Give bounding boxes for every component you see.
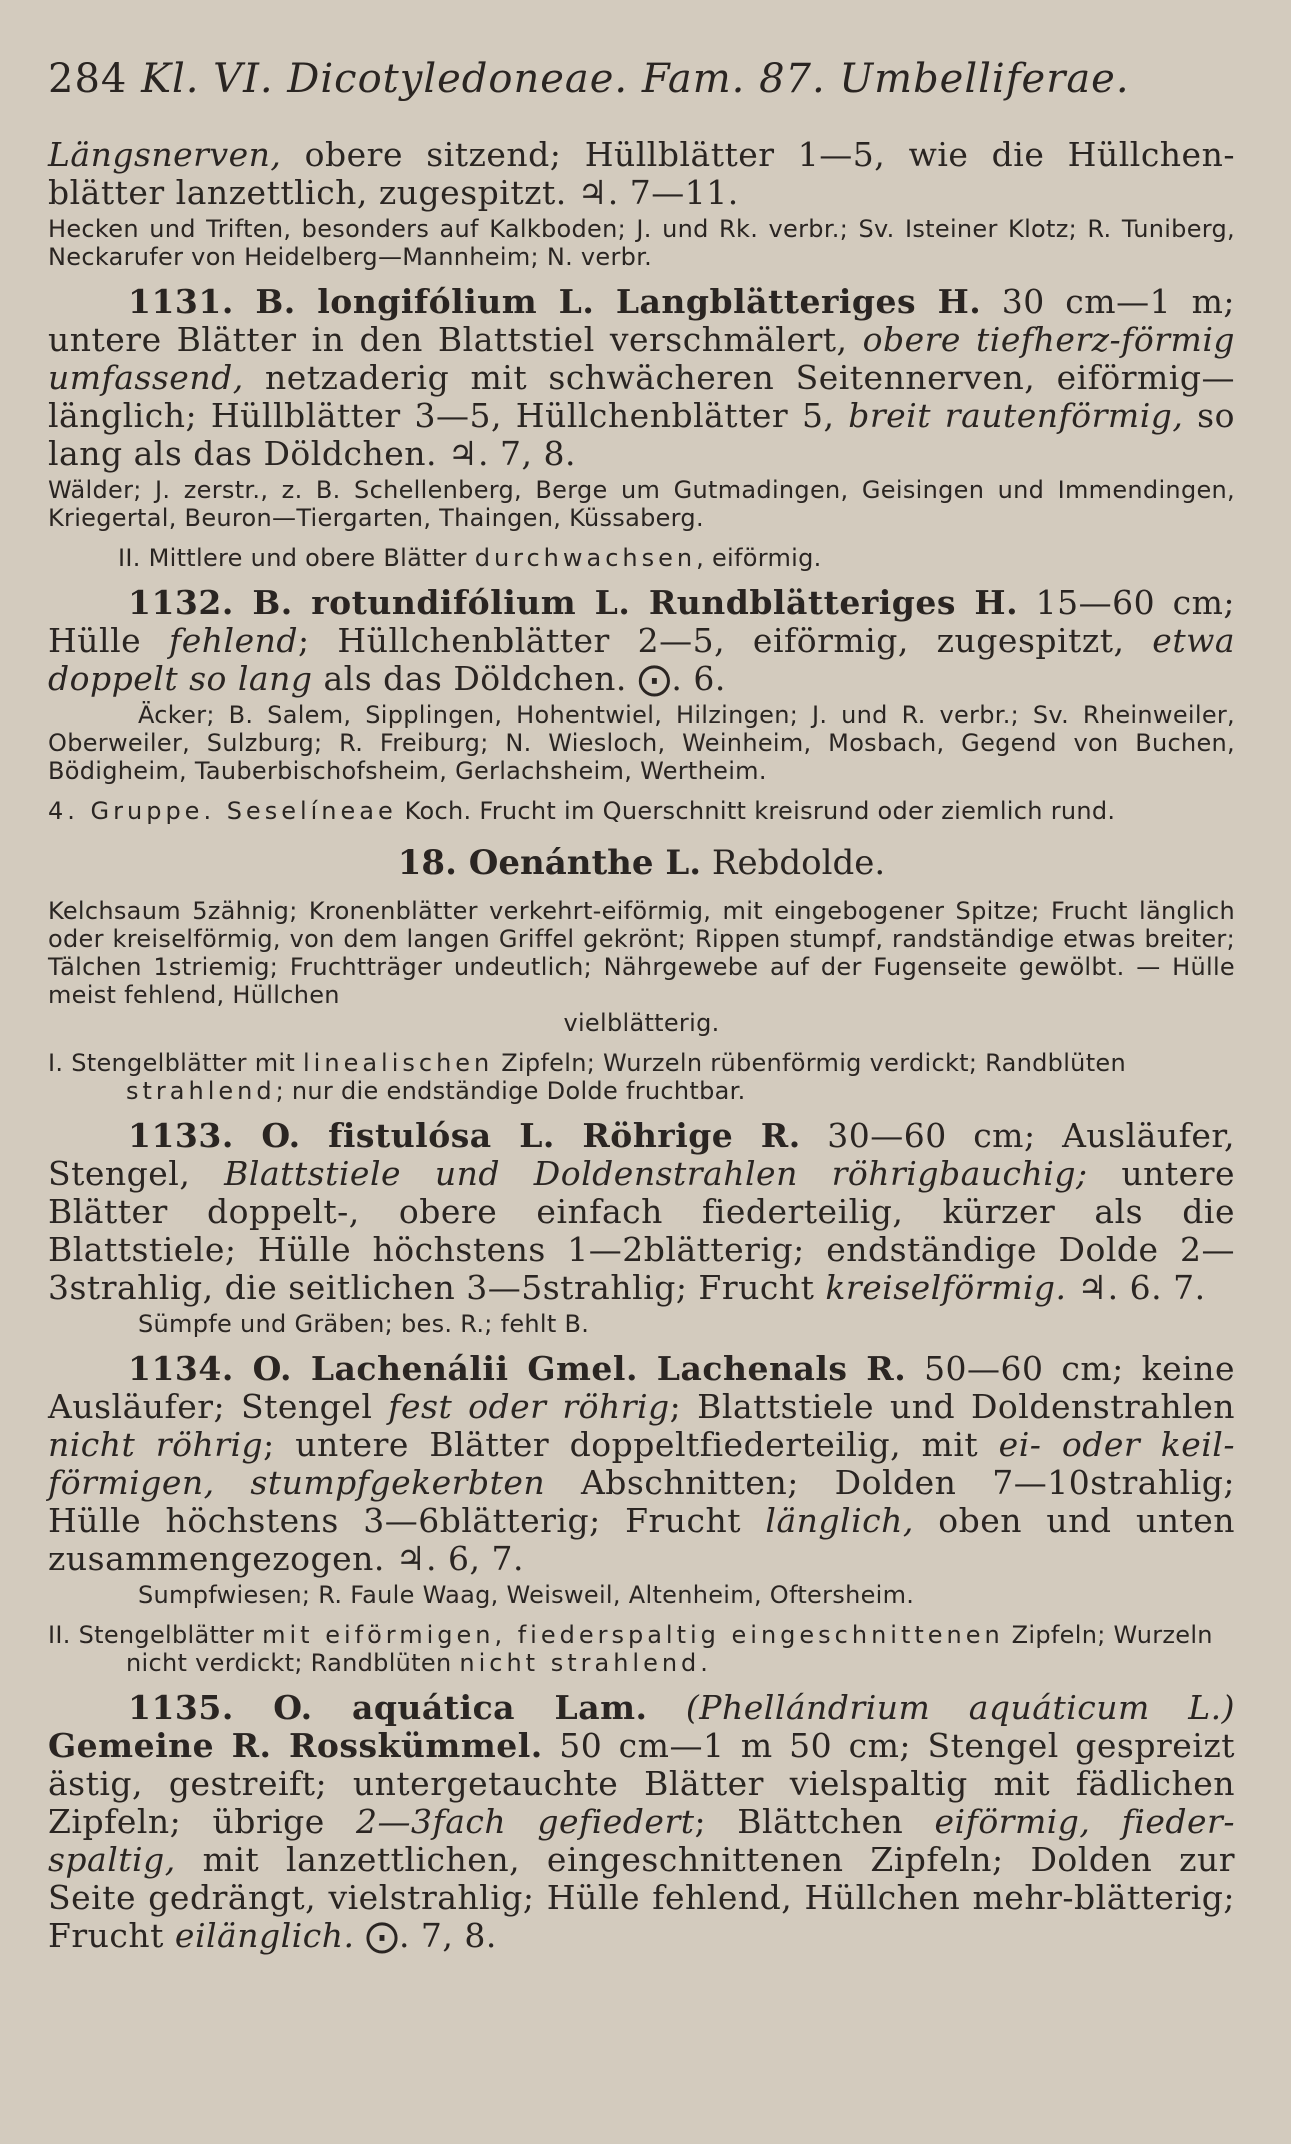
group-label: 4. Gruppe. Seselíneae xyxy=(48,797,397,825)
genus-description xyxy=(48,897,1235,1037)
species-1132 xyxy=(48,584,1235,698)
spaced-text: nicht strahlend xyxy=(459,1649,701,1677)
italic-text: etwa doppelt so lang xyxy=(48,621,1236,698)
locality-text: Wälder; J. zerstr., z. B. Schellenberg, Berge um Gutmadingen, Geisingen und Immendingen, Kriegertal, Beuron—Tiergarten, Thaingen, Küssaberg. xyxy=(48,476,1235,532)
text: Kelchsaum 5zähnig; Kronenblätter verkehrt-eiförmig, mit eingebogener Spitze; Frucht länglich oder kreiselförmig, von dem langen Griffel gekrönt; Rippen stumpf, randständige etwas breiter; Tälchen 1striemig; Fruchtträger undeutlich; Nährgewebe auf der Fugenseite gewölbt. — Hülle meist fehlend, Hüllchen xyxy=(48,897,1235,1009)
text: 15—60 cm; Hülle xyxy=(48,583,1235,660)
italic-text: breit rautenförmig, xyxy=(848,396,1184,435)
italic-text: ei- oder keil-förmigen, stumpfgekerbten xyxy=(48,1425,1235,1502)
species-name: 1135. O. aquática Lam. xyxy=(128,1688,648,1727)
text: mit lanzettlichen, eingeschnittenen Zipfeln; Dolden zur Seite gedrängt, vielstrahlig; Hülle fehlend, Hüllchen mehr-blätterig; Frucht xyxy=(48,1840,1235,1955)
text: ; untere Blätter doppeltfiederteilig, mit xyxy=(263,1425,999,1464)
italic-text: fest oder röhrig xyxy=(388,1387,670,1426)
text: 50—60 cm; keine Ausläufer; Stengel xyxy=(48,1349,1235,1426)
species-1134 xyxy=(48,1350,1235,1578)
locality-text: Hecken und Triften, besonders auf Kalkboden; J. und Rk. verbr.; Sv. Isteiner Klotz; R. Tuniberg, Neckarufer von Heidelberg—Mannheim; N. verbr. xyxy=(48,215,1235,271)
species-1135 xyxy=(48,1689,1235,1955)
species-common-name: Gemeine R. Rosskümmel. xyxy=(48,1726,543,1765)
species-name: 1134. O. Lachenálii Gmel. Lachenals R. xyxy=(128,1349,907,1388)
text: ; Blättchen xyxy=(694,1802,935,1841)
text: I. Stengelblätter mit xyxy=(48,1049,304,1077)
text: Koch. Frucht im Querschnitt kreisrund oder ziemlich rund. xyxy=(396,797,1116,825)
text: II. Mittlere und obere Blätter xyxy=(118,544,475,572)
text: obere sitzend; Hüllblätter 1—5, wie die Hüllchen-blätter lanzettlich, zugespitzt. ♃. 7—11. xyxy=(48,135,1235,212)
genus-common-name: Rebdolde. xyxy=(701,843,886,883)
text: ; nur die endständige Dolde fruchtbar. xyxy=(275,1077,746,1105)
species-1131 xyxy=(48,283,1235,473)
spaced-text: mit eiförmigen, fiederspaltig eingeschnittenen xyxy=(262,1621,1004,1649)
text: 30 cm—1 m; untere Blätter in den Blattstiel verschmälert, xyxy=(48,282,1236,359)
text: so lang als das Döldchen. ♃. 7, 8. xyxy=(48,396,1235,473)
spaced-text: durchwachsen xyxy=(474,544,697,572)
italic-text: 2—3fach gefiedert xyxy=(356,1802,695,1841)
italic-text: Längsnerven, xyxy=(48,135,282,174)
genus-heading xyxy=(48,843,1235,883)
text: 30—60 cm; Ausläufer, Stengel, xyxy=(48,1116,1235,1193)
italic-text: obere tiefherz-förmig umfassend, xyxy=(48,320,1236,397)
key-entry-II xyxy=(48,544,1235,572)
italic-text: (Phellándrium aquáticum L.) xyxy=(647,1688,1235,1727)
key-entry-I xyxy=(48,1049,1235,1105)
text: 50 cm—1 m 50 cm; Stengel gespreizt ästig, gestreift; untergetauchte Blätter vielspaltig mit fädlichen Zipfeln; übrige xyxy=(48,1726,1236,1841)
text: , eiförmig. xyxy=(696,544,822,572)
species-name: 1133. O. fistulósa L. Röhrige R. xyxy=(128,1116,801,1155)
text: ; Hüllchenblätter 2—5, eiförmig, zugespitzt, xyxy=(297,621,1153,660)
key-entry-II-b xyxy=(48,1621,1235,1677)
text: als das Döldchen. ⨀. 6. xyxy=(312,659,726,698)
page-number: 284 xyxy=(48,56,128,102)
italic-text: länglich, xyxy=(765,1501,914,1540)
italic-text: nicht röhrig xyxy=(48,1425,264,1464)
text: . xyxy=(700,1649,709,1677)
text: oben und unten zusammengezogen. ♃. 6, 7. xyxy=(48,1501,1235,1578)
genus-name: 18. Oenánthe L. xyxy=(397,843,702,883)
running-header xyxy=(48,56,1235,102)
text: Zipfeln; Wurzeln nicht verdickt; Randblüten xyxy=(126,1621,1213,1677)
italic-text: Blattstiele und Doldenstrahlen röhrigbauchig; xyxy=(224,1154,1088,1193)
group-heading xyxy=(48,797,1235,825)
text: ⨀. 7, 8. xyxy=(354,1916,497,1955)
text: ♃. 6. 7. xyxy=(1066,1268,1206,1307)
locality-text: Sumpfwiesen; R. Faule Waag, Weisweil, Altenheim, Oftersheim. xyxy=(138,1581,915,1609)
spaced-text: strahlend xyxy=(126,1077,276,1105)
italic-text: kreiselförmig. xyxy=(825,1268,1067,1307)
italic-text: eilänglich. xyxy=(174,1916,355,1955)
italic-text: eiförmig, fieder-spaltig, xyxy=(48,1802,1235,1879)
locality-text: Sümpfe und Gräben; bes. R.; fehlt B. xyxy=(138,1310,590,1338)
species-name: 1131. B. longifólium L. Langblätteriges H. xyxy=(128,282,982,321)
text: Zipfeln; Wurzeln rübenförmig verdickt; Randblüten xyxy=(493,1049,1126,1077)
species-name: 1132. B. rotundifólium L. Rundblätteriges H. xyxy=(128,583,1019,622)
spaced-text: linealischen xyxy=(303,1049,494,1077)
species-1133 xyxy=(48,1117,1235,1307)
text: netzaderig mit schwächeren Seitennerven, eiförmig—länglich; Hüllblätter 3—5, Hüllchenblätter 5, xyxy=(48,358,1235,435)
text: untere Blätter doppelt-, obere einfach fiederteilig, kürzer als die Blattstiele; Hülle höchstens 1—2blätterig; endständige Dolde 2—3strahlig, die seitlichen 3—5strahlig; Frucht xyxy=(48,1154,1235,1307)
text: II. Stengelblätter xyxy=(48,1621,263,1649)
locality-text: Äcker; B. Salem, Sipplingen, Hohentwiel, Hilzingen; J. und R. verbr.; Sv. Rheinweiler, Oberweiler, Sulzburg; R. Freiburg; N. Wiesloch, Weinheim, Mosbach, Gegend von Buchen, Bödigheim, Tauberbischofsheim, Gerlachsheim, Wertheim. xyxy=(48,701,1235,785)
text: Abschnitten; Dolden 7—10strahlig; Hülle höchstens 3—6blätterig; Frucht xyxy=(48,1463,1235,1540)
running-title: Kl. VI. Dicotyledoneae. Fam. 87. Umbelliferae. xyxy=(141,56,1130,102)
continued-description xyxy=(48,136,1235,212)
text: vielblätterig. xyxy=(563,1009,720,1037)
text: ; Blattstiele und Doldenstrahlen xyxy=(669,1387,1235,1426)
italic-text: fehlend xyxy=(169,621,298,660)
